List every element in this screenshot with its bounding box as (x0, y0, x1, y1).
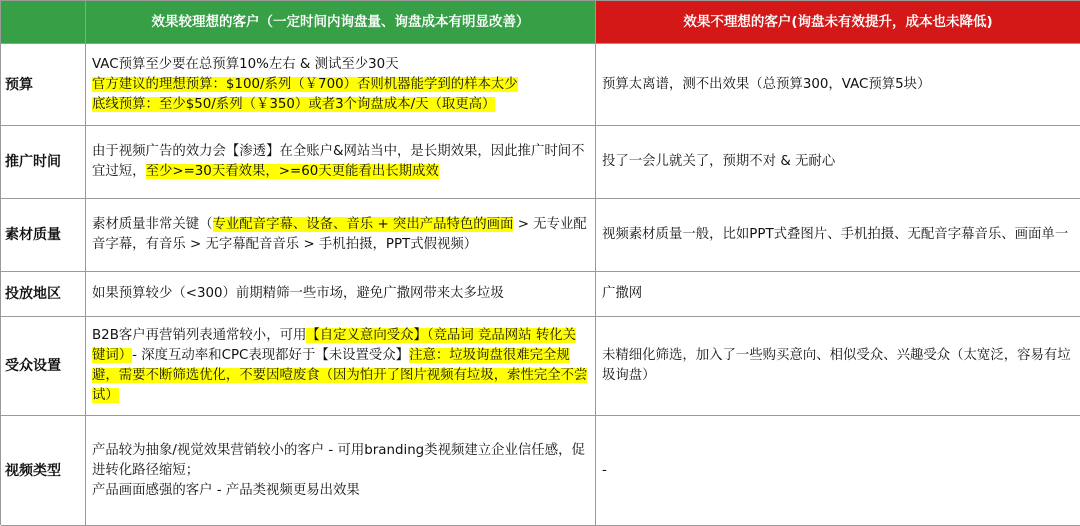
row-label-video-type: 视频类型 (1, 416, 86, 526)
duration-bad-cell: 投了一会儿就关了，预期不对 & 无耐心 (596, 126, 1080, 199)
creative-good-cell (86, 199, 596, 272)
creative-bad-cell: 视频素材质量一般，比如PPT式叠图片、手机拍摄、无配音字幕音乐、画面单一 (596, 199, 1080, 272)
duration-good-text: 由于视频广告的效力会【渗透】在全账户&网站当中，是长期效果，因此推广时间不宜过短， (92, 144, 585, 179)
duration-good-highlight: 至少>=30天看效果，>=60天更能看出长期成效 (145, 164, 439, 179)
budget-bad-cell: 预算太离谱，测不出效果（总预算300，VAC预算5块） (596, 44, 1080, 126)
video-type-good-line-2: 产品画面感强的客户 - 产品类视频更易出效果 (92, 482, 360, 498)
row-label-creative-quality: 素材质量 (1, 199, 86, 272)
row-label-region: 投放地区 (1, 272, 86, 317)
video-type-good-cell (86, 416, 596, 526)
creative-good-highlight: 专业配音字幕、设备、音乐 + 突出产品特色的画面 (212, 217, 514, 232)
duration-good-cell (86, 126, 596, 199)
video-type-bad-cell: - (596, 416, 1080, 526)
audience-bad-cell: 未精细化筛选，加入了一些购买意向、相似受众、兴趣受众（太宽泛，容易有垃圾询盘） (596, 317, 1080, 416)
creative-good-text-post: > 无专业配音字幕，有音乐 > 无字幕配音音乐 > 手机拍摄，PPT式假视频） (92, 217, 587, 252)
region-good-cell: 如果预算较少（<300）前期精筛一些市场，避免广撒网带来太多垃圾 (86, 272, 596, 317)
audience-good-note-highlight: 注意：垃圾询盘很难完全规避，需要不断筛选优化，不要因噎废食（因为怕开了图片视频有垃圾，索性完全不尝试） (92, 348, 588, 403)
header-corner (1, 1, 86, 44)
audience-good-text-pre: B2B客户再营销列表通常较小，可用 (92, 328, 307, 343)
row-label-audience: 受众设置 (1, 317, 86, 416)
audience-good-highlight: 【自定义意向受众】（竞品词 竞品网站 转化关键词） (92, 328, 576, 363)
budget-good-line-2: 官方建议的理想预算：$100/系列（￥700）否则机器能学到的样本太少 (92, 76, 518, 92)
audience-good-cell (86, 317, 596, 416)
creative-good-text-pre: 素材质量非常关键（ (92, 217, 213, 232)
row-label-duration: 推广时间 (1, 126, 86, 199)
budget-good-line-1: VAC预算至少要在总预算10%左右 & 测试至少30天 (92, 56, 399, 72)
region-bad-cell: 广撒网 (596, 272, 1080, 317)
header-bad-clients: 效果不理想的客户(询盘未有效提升，成本也未降低) (596, 1, 1080, 44)
budget-good-cell (86, 44, 596, 126)
audience-good-text-mid: - 深度互动率和CPC表现都好于【未设置受众】 (132, 348, 410, 363)
header-good-clients: 效果较理想的客户（一定时间内询盘量、询盘成本有明显改善） (86, 1, 596, 44)
row-label-budget: 预算 (1, 44, 86, 126)
budget-good-line-3: 底线预算：至少$50/系列（￥350）或者3个询盘成本/天（取更高） (92, 96, 496, 112)
video-type-good-line-1: 产品较为抽象/视觉效果营销较小的客户 - 可用branding类视频建立企业信任感，促进转化路径缩短； (92, 442, 585, 478)
